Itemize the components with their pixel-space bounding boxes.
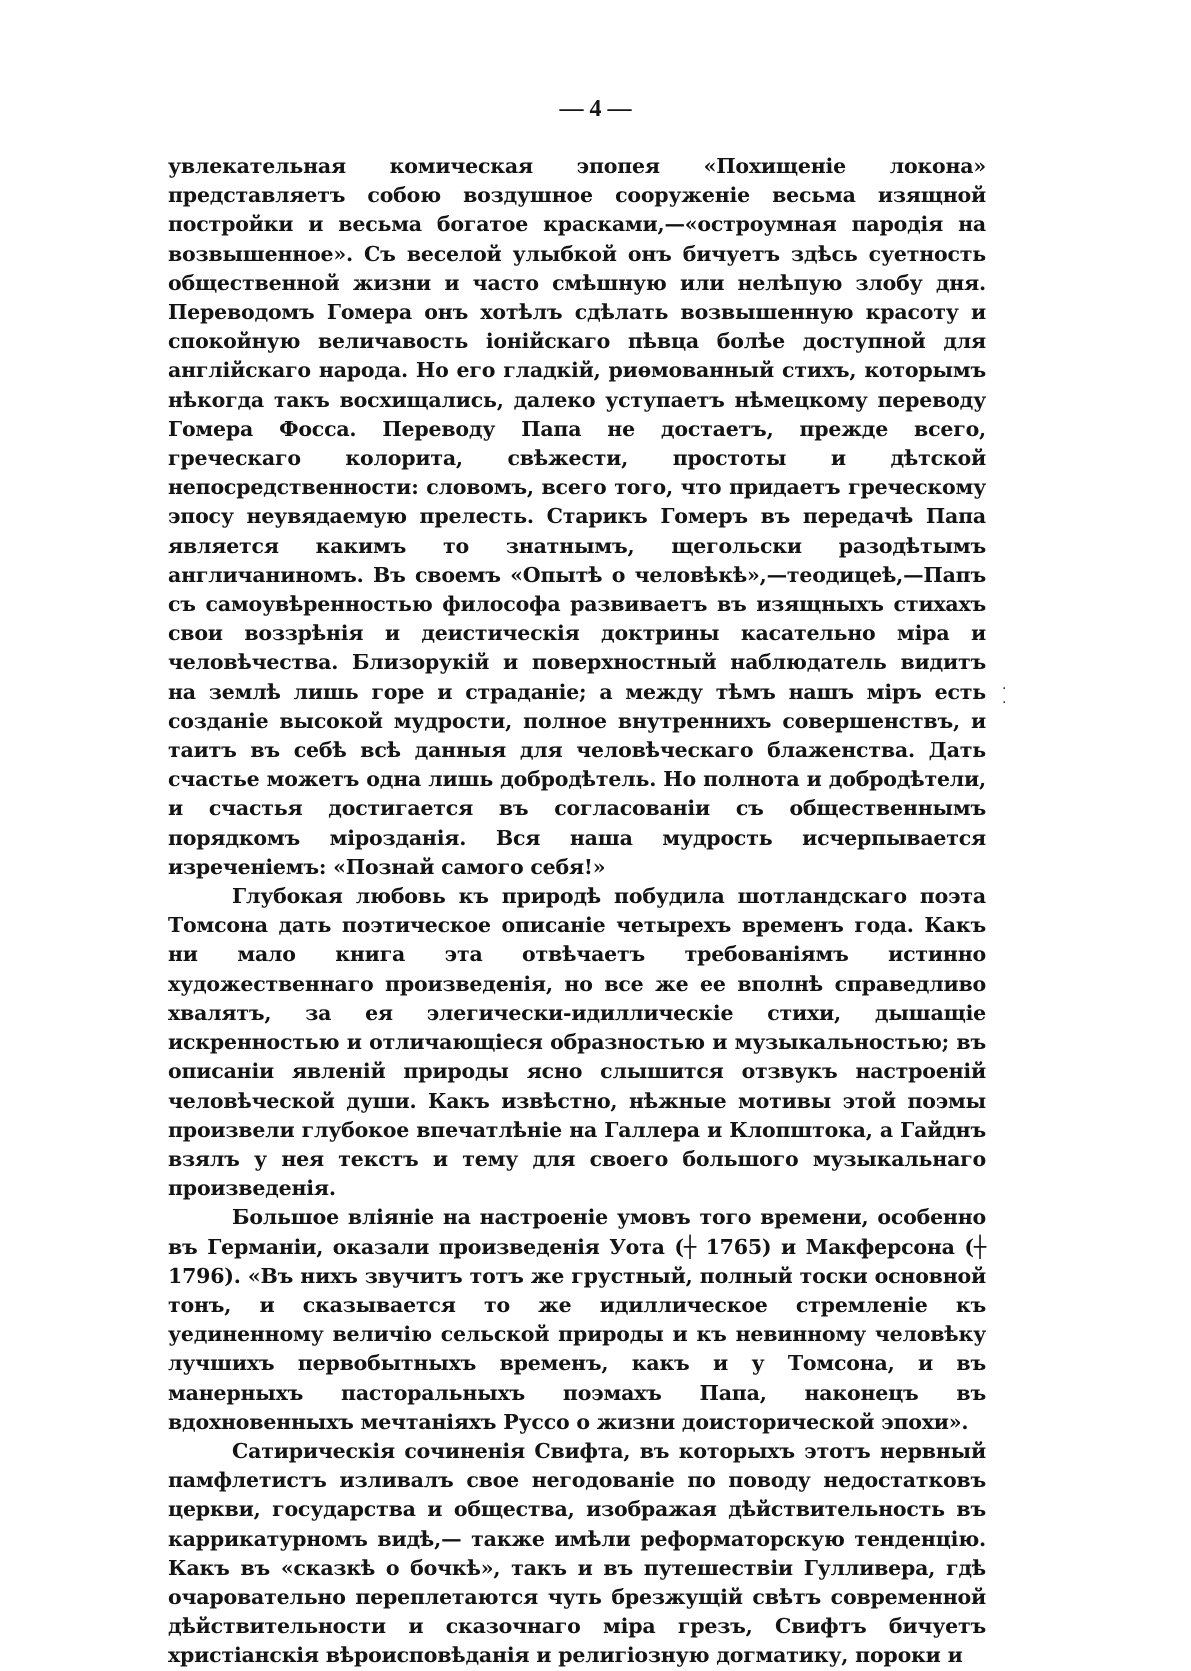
page-number: — 4 —: [559, 96, 632, 122]
paragraph-swift: Сатирическія сочиненія Свифта, въ которыхъ этотъ нервный памфлетистъ изливалъ свое негодованіе по поводу недостатковъ церкви, государства и общества, изображая дѣйствительность въ каррикатурномъ видѣ,— также имѣли реформаторскую тенденцію. Какъ въ «сказкѣ о бочкѣ», такъ и въ путешествіи Гулливера, гдѣ очаровательно переплетаются чуть брезжущій свѣтъ современной дѣйствительности и сказочнаго міра грезъ, Свифтъ бичуетъ христіанскія вѣроисповѣданія и религіозную догматику, пороки и: [168, 1438, 986, 1668]
paragraph-thomson: Глубокая любовь къ природѣ побудила шотландскаго поэта Томсона дать поэтическое описаніе четырехъ временъ года. Какъ ни мало книга эта отвѣчаетъ требованіямъ истинно художественнаго произведенія, но все же ее вполнѣ справедливо хвалятъ, за ея элегически-идиллическіе стихи, дышащіе искренностью и отличающіеся образностью и музыкальностью; въ описаніи явленій природы ясно слышится отзвукъ настроеній человѣческой души. Какъ извѣстно, нѣжные мотивы этой поэмы произвели глубокое впечатлѣніе на Галлера и Клопштока, а Гайднъ взялъ у нея текстъ и тему для своего большого музыкальнаго произведенія.: [168, 884, 986, 1201]
page-body-text: [168, 152, 986, 1671]
paragraph-watt-macpherson: Большое вліяніе на настроеніе умовъ того времени, особенно въ Германіи, оказали произведенія Уота (┼ 1765) и Макферсона (┼ 1796). «Въ нихъ звучитъ тотъ же грустный, полный тоски основной тонъ, и сказывается то же идиллическое стремленіе къ уединенному величію сельской природы и къ невинному человѣку лучшихъ первобытныхъ временъ, какъ и у Томсона, и въ манерныхъ пасторальныхъ поэмахъ Папа, наконецъ въ вдохновенныхъ мечтаніяхъ Руссо о жизни доисторической эпохи».: [168, 1205, 986, 1434]
margin-dot-mark: · ·: [1002, 681, 1007, 711]
paragraph-pope-continuation: увлекательная комическая эпопея «Похищеніе локона» представляетъ собою воздушное сооруженіе весьма изящной постройки и весьма богатое красками,—«остроумная пародія на возвышенное». Съ веселой улыбкой онъ бичуетъ здѣсь суетность общественной жизни и часто смѣшную или нелѣпую злобу дня. Переводомъ Гомера онъ хотѣлъ сдѣлать возвышенную красоту и спокойную величавость іонійскаго пѣвца болѣе доступной для англійскаго народа. Но его гладкій, риѳмованный стихъ, которымъ нѣкогда такъ восхищались, далеко уступаетъ нѣмецкому переводу Гомера Фосса. Переводу Папа не достаетъ, прежде всего, греческаго колорита, свѣжести, простоты и дѣтской непосредственности: словомъ, всего того, что придаетъ греческому эпосу неувядаемую прелесть. Старикъ Гомеръ въ передачѣ Папа является какимъ то знатнымъ, щегольски разодѣтымъ англичаниномъ. Въ своемъ «Опытѣ о человѣкѣ»,—теодицеѣ,—Папъ съ самоувѣренностью философа развиваетъ въ изящныхъ стихахъ свои воззрѣнія и деистическія доктрины касательно міра и человѣчества. Близорукій и поверхностный наблюдатель видитъ на землѣ лишь горе и страданіе; а между тѣмъ нашъ міръ есть созданіе высокой мудрости, полное внутреннихъ совершенствъ, и таитъ въ себѣ всѣ данныя для человѣческаго блаженства. Дать счастье можетъ одна лишь добродѣтель. Но полнота и добродѣтели, и счастья достигается въ согласованіи съ общественнымъ порядкомъ мірозданія. Вся наша мудрость исчерпывается изреченіемъ: «Познай самого себя!»: [168, 154, 986, 879]
